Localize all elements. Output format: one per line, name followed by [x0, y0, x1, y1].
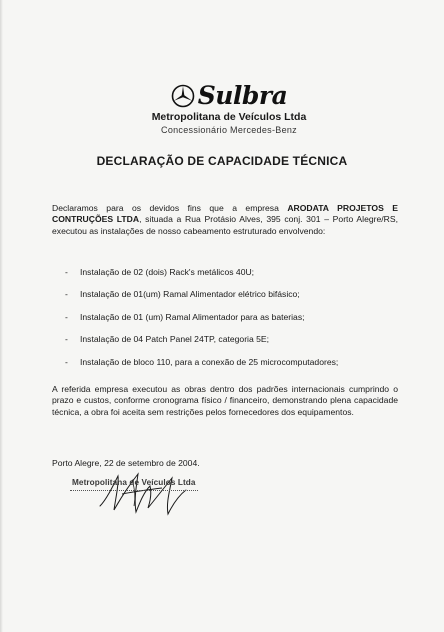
intro-text-start: Declaramos para os devidos fins que a empresa: [52, 203, 288, 213]
list-bullet: -: [65, 334, 68, 345]
list-item: [52, 312, 398, 334]
list-bullet: -: [65, 311, 68, 322]
list-item-text: Instalação de 01(um) Ramal Alimentador elétrico bifásico;: [80, 289, 300, 300]
list-item-text: Instalação de bloco 110, para a conexão de 25 microcomputadores;: [80, 356, 339, 367]
contractor-name: ARODATA PROJETOS E CONTRUÇÕES LTDA: [52, 203, 398, 225]
installation-list: [52, 267, 398, 379]
brand-name: Sulbra: [197, 81, 288, 110]
document-title: DECLARAÇÃO DE CAPACIDADE TÉCNICA: [96, 154, 348, 168]
company-stamp: Metropolitana de Veículos Ltda: [72, 478, 196, 487]
letterhead: [0, 82, 444, 136]
signature-line: [70, 490, 198, 491]
closing-paragraph: A referida empresa executou as obras dentro dos padrões internacionais cumprindo o prazo e custos, conforme cronograma físico / financeiro, demonstrando plena capacidade técnica, a obra foi aceita sem restrições pelos fornecedores dos equipamentos.: [52, 384, 398, 417]
handwritten-signature: [92, 466, 202, 523]
list-item-text: Instalação de 02 (dois) Rack's metálicos 40U;: [80, 267, 255, 277]
company-name: Metropolitana de Veículos Ltda: [151, 111, 307, 123]
list-item: [52, 357, 398, 379]
dealer-subtitle: Concessionário Mercedes-Benz: [161, 125, 297, 135]
list-item-text: Instalação de 04 Patch Panel 24TP, categoria 5E;: [80, 334, 270, 345]
intro-paragraph: [52, 203, 398, 237]
intro-text-end: , situada a Rua Protásio Alves, 395 conj. 301 – Porto Alegre/RS, executou as instalações de nosso cabeamento estruturado envolvendo:: [52, 214, 398, 236]
three-pointed-star-icon: [171, 84, 195, 108]
logo: [14, 82, 444, 110]
place-date: Porto Alegre, 22 de setembro de 2004.: [52, 458, 200, 468]
list-bullet: -: [65, 356, 68, 367]
list-item: [52, 334, 398, 356]
list-item: [52, 289, 398, 311]
list-bullet: -: [65, 289, 68, 300]
list-item: [52, 267, 398, 289]
list-item-text: Instalação de 01 (um) Ramal Alimentador para as baterias;: [80, 311, 305, 322]
list-bullet: -: [65, 267, 68, 277]
